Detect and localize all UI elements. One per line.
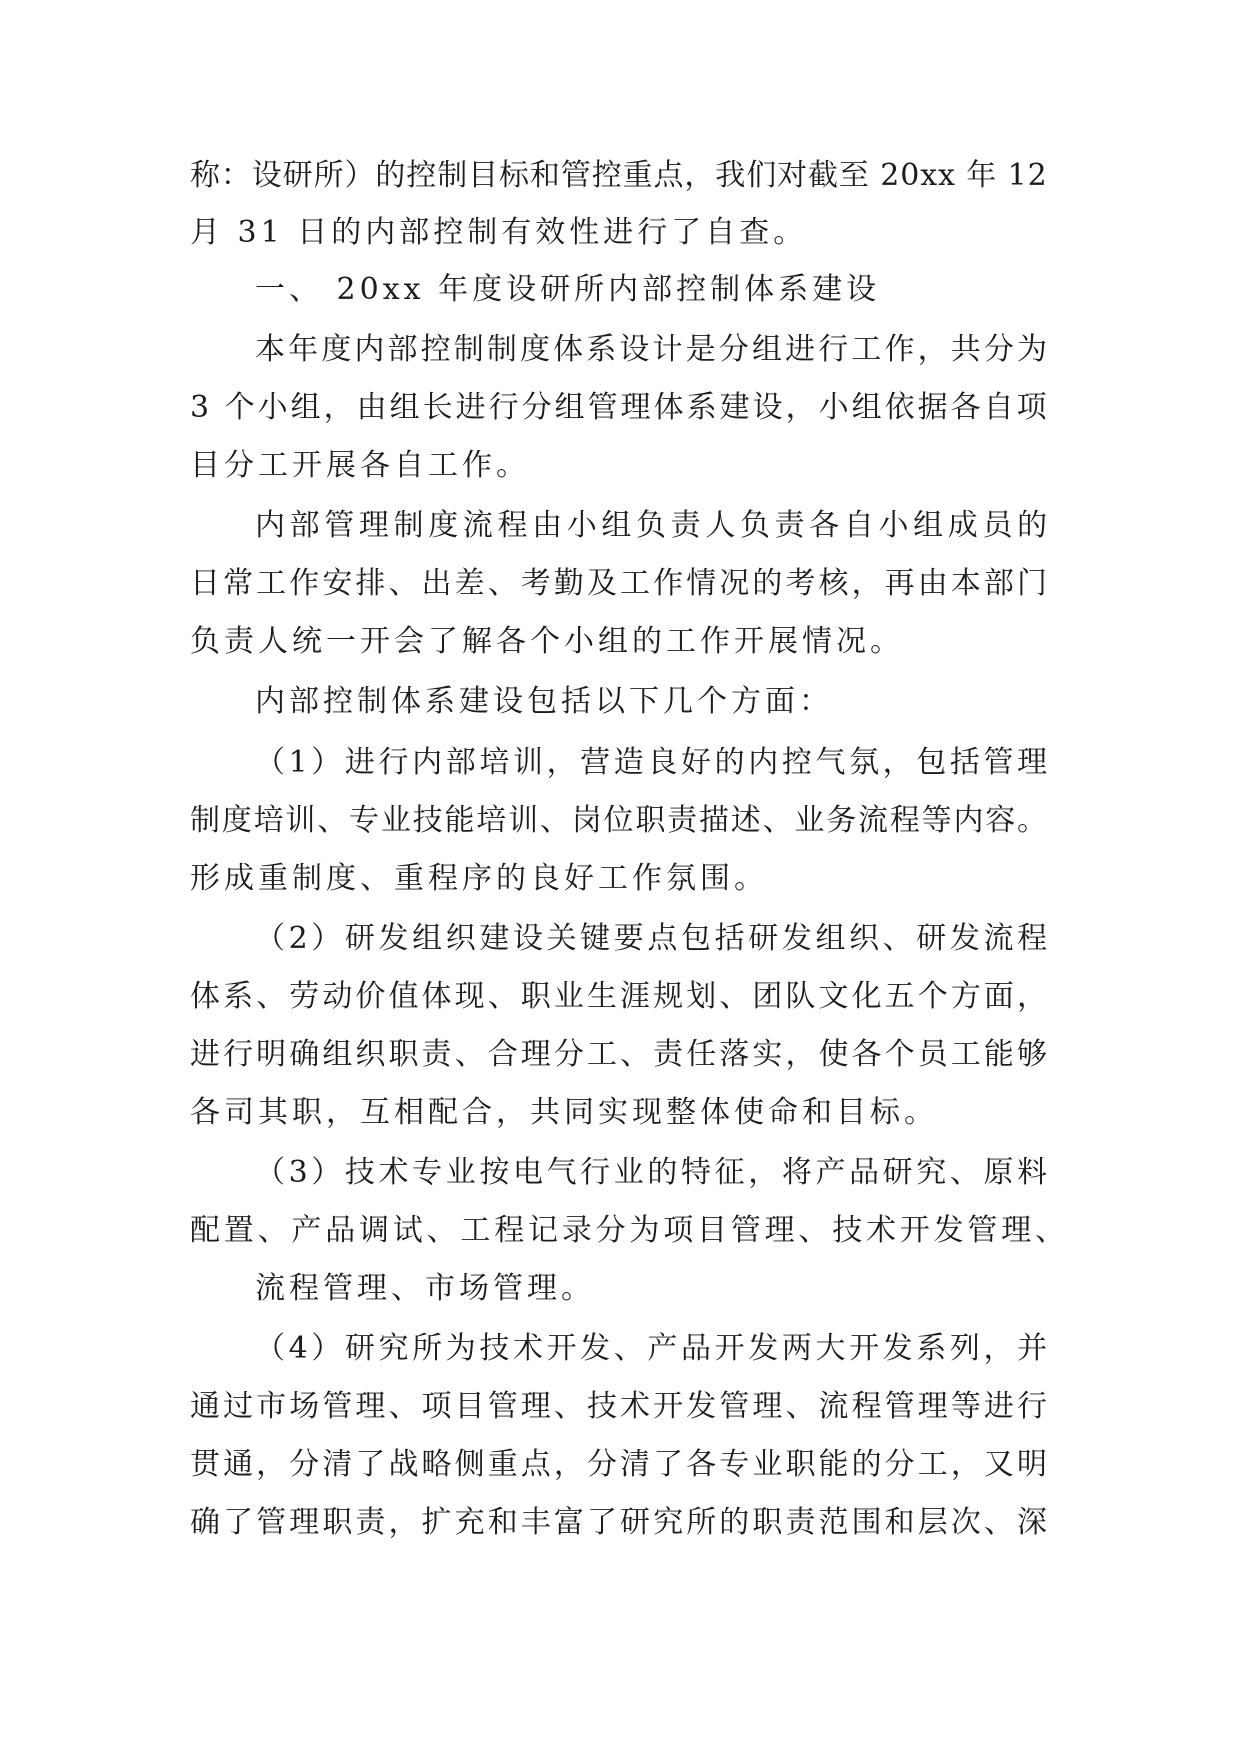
text-line: 月 31 日的内部控制有效性进行了自查。 bbox=[190, 215, 808, 250]
text-line: 进行明确组织职责、合理分工、责任落实，使各个员工能够 bbox=[190, 1037, 1051, 1072]
text-line: 3 个小组，由组长进行分组管理体系建设，小组依据各自项 bbox=[190, 390, 1050, 425]
text-line: 体系、劳动价值体现、职业生涯规划、团队文化五个方面， bbox=[190, 979, 1051, 1014]
text-line: 内部控制体系建设包括以下几个方面： bbox=[255, 684, 833, 719]
text-line: 通过市场管理、项目管理、技术开发管理、流程管理等进行 bbox=[190, 1389, 1051, 1424]
text-line: 制度培训、专业技能培训、岗位职责描述、业务流程等内容。 bbox=[190, 803, 1049, 838]
text-line: 配置、产品调试、工程记录分为项目管理、技术开发管理、 bbox=[190, 1213, 1069, 1248]
text-line: 贯通，分清了战略侧重点，分清了各专业职能的分工，又明 bbox=[190, 1447, 1051, 1482]
text-line: （1）进行内部培训，营造良好的内控气氛，包括管理 bbox=[255, 745, 1051, 780]
text-line: （3）技术专业按电气行业的特征，将产品研究、原料 bbox=[255, 1155, 1051, 1190]
text-line: （2）研发组织建设关键要点包括研发组织、研发流程 bbox=[255, 921, 1051, 956]
text-line: 各司其职，互相配合，共同实现整体使命和目标。 bbox=[190, 1095, 938, 1130]
text-line: 负责人统一开会了解各个小组的工作开展情况。 bbox=[190, 624, 904, 659]
text-line: 确了管理职责，扩充和丰富了研究所的职责范围和层次、深 bbox=[190, 1505, 1051, 1540]
text-line: （4）研究所为技术开发、产品开发两大开发系列，并 bbox=[255, 1331, 1051, 1366]
text-line: 称：设研所）的控制目标和管控重点，我们对截至 20xx 年 12 bbox=[190, 158, 1048, 193]
text-line: 目分工开展各自工作。 bbox=[190, 448, 530, 483]
text-line: 本年度内部控制制度体系设计是分组进行工作，共分为 bbox=[255, 332, 1051, 367]
text-line: 日常工作安排、出差、考勤及工作情况的考核，再由本部门 bbox=[190, 566, 1051, 601]
text-line: 形成重制度、重程序的良好工作氛围。 bbox=[190, 861, 768, 896]
section-heading: 一、 20xx 年度设研所内部控制体系建设 bbox=[255, 272, 881, 307]
text-line: 内部管理制度流程由小组负责人负责各自小组成员的 bbox=[255, 508, 1052, 543]
text-line: 流程管理、市场管理。 bbox=[255, 1271, 595, 1306]
